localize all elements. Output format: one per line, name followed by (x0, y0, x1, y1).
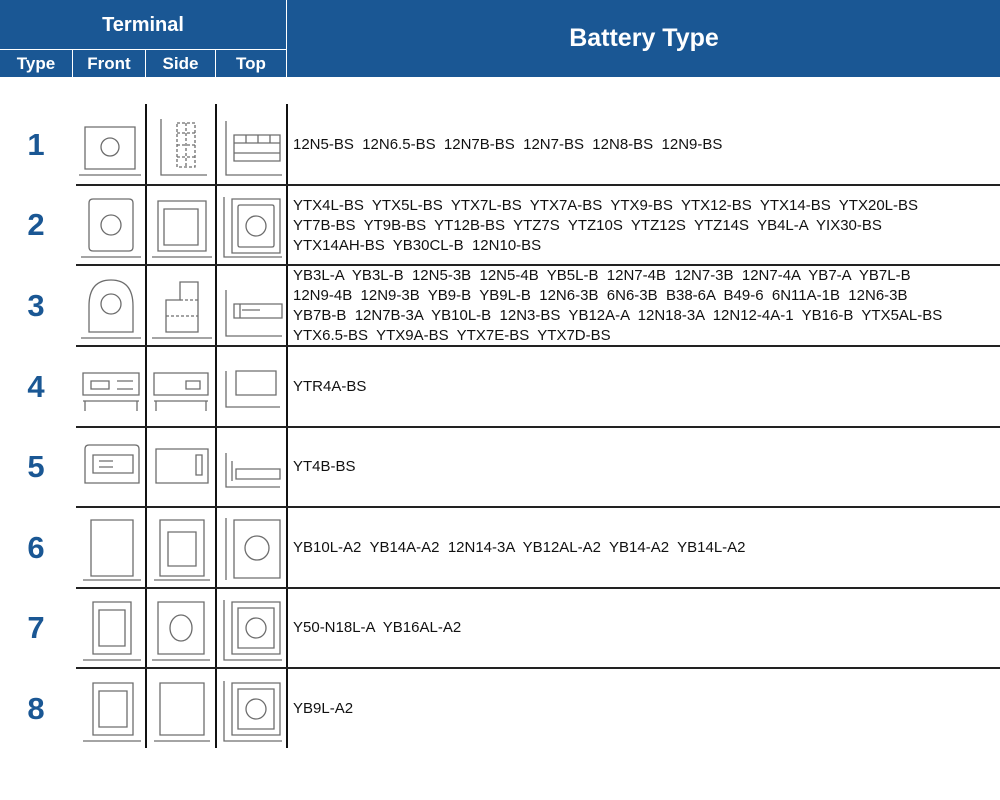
type-number: 2 (27, 207, 45, 242)
header-divider (215, 50, 216, 77)
front-terminal-diagram-icon (74, 589, 145, 667)
type-number: 7 (27, 610, 45, 645)
row-divider (76, 426, 1000, 428)
header-divider (72, 50, 73, 77)
header-divider (286, 0, 287, 77)
side-terminal-diagram-icon (147, 347, 215, 426)
top-terminal-diagram-icon (217, 428, 286, 506)
battery-type-list: YB9L-A2 (293, 700, 354, 717)
table-row (0, 266, 1000, 345)
top-terminal-diagram-icon (217, 669, 286, 748)
front-terminal-diagram-icon (74, 669, 145, 748)
side-terminal-diagram-icon (147, 266, 215, 345)
top-terminal-diagram-icon (217, 186, 286, 264)
top-terminal-diagram-icon (217, 266, 286, 345)
battery-type-list: YTR4A-BS (293, 378, 367, 395)
type-number: 1 (27, 126, 45, 162)
battery-type-list: 12N5-BS 12N6.5-BS 12N7B-BS 12N7-BS 12N8-BS 12N9-BS (293, 136, 723, 153)
top-terminal-diagram-icon (217, 589, 286, 667)
table-row (0, 347, 1000, 426)
side-terminal-diagram-icon (147, 104, 215, 185)
terminal-header: Terminal (102, 13, 184, 36)
front-terminal-diagram-icon (74, 508, 145, 587)
table-header (0, 0, 1000, 77)
front-terminal-diagram-icon (74, 428, 145, 506)
type-number: 3 (27, 287, 45, 323)
front-terminal-diagram-icon (74, 347, 145, 426)
type-number: 8 (27, 690, 45, 726)
row-divider (76, 587, 1000, 589)
row-divider (76, 345, 1000, 347)
top-terminal-diagram-icon (217, 508, 286, 587)
battery-type-list: YB10L-A2 YB14A-A2 12N14-3A YB12AL-A2 YB14-A2 YB14L-A2 (293, 539, 746, 556)
top-terminal-diagram-icon (217, 104, 286, 185)
side-column-header: Side (162, 53, 199, 73)
table-row (0, 186, 1000, 264)
side-terminal-diagram-icon (147, 508, 215, 587)
type-number: 6 (27, 529, 45, 565)
battery-type-list: YTX4L-BS YTX5L-BS YTX7L-BS YTX7A-BS YTX9-BS YTX12-BS YTX14-BS YTX20L-BS YT7B-BS YT9B-BS YT12B-BS YTZ7S YTZ10S YTZ12S YTZ14S YB4L-A YIX30-BS YTX14AH-BS YB30CL-B 12N10-BS (293, 197, 919, 254)
type-number: 4 (27, 368, 45, 404)
side-terminal-diagram-icon (147, 428, 215, 506)
side-terminal-diagram-icon (147, 669, 215, 748)
front-terminal-diagram-icon (74, 104, 145, 185)
battery-type-header: Battery Type (569, 24, 719, 52)
side-terminal-diagram-icon (147, 589, 215, 667)
table-row (0, 428, 1000, 506)
row-divider (76, 667, 1000, 669)
table-row (0, 508, 1000, 587)
table-row (0, 104, 1000, 185)
row-divider (76, 506, 1000, 508)
front-column-header: Front (87, 53, 131, 73)
battery-type-list: YT4B-BS (293, 458, 356, 475)
row-divider (76, 184, 1000, 186)
battery-type-list: Y50-N18L-A YB16AL-A2 (293, 619, 462, 636)
side-terminal-diagram-icon (147, 186, 215, 264)
row-divider (76, 264, 1000, 266)
type-number: 5 (27, 449, 45, 484)
type-column-header: Type (16, 53, 56, 73)
header-divider (145, 50, 146, 77)
top-terminal-diagram-icon (217, 347, 286, 426)
front-terminal-diagram-icon (74, 266, 145, 345)
top-column-header: Top (236, 53, 266, 73)
table-row (0, 669, 1000, 748)
battery-type-list: YB3L-A YB3L-B 12N5-3B 12N5-4B YB5L-B 12N7-4B 12N7-3B 12N7-4A YB7-A YB7L-B 12N9-4B 12N9-3B YB9-B YB9L-B 12N6-3B 6N6-3B B38-6A B49-6 6N11A-1B 12N6-3B YB7B-B 12N7B-3A YB10L-B 12N3-BS YB12A-A 12N18-3A 12N12-4A-1 YB16-B YTX5AL-BS YTX6.5-BS YTX9A-BS YTX7E-BS YTX7D-BS (293, 267, 943, 344)
front-terminal-diagram-icon (74, 186, 145, 264)
table-row (0, 589, 1000, 667)
